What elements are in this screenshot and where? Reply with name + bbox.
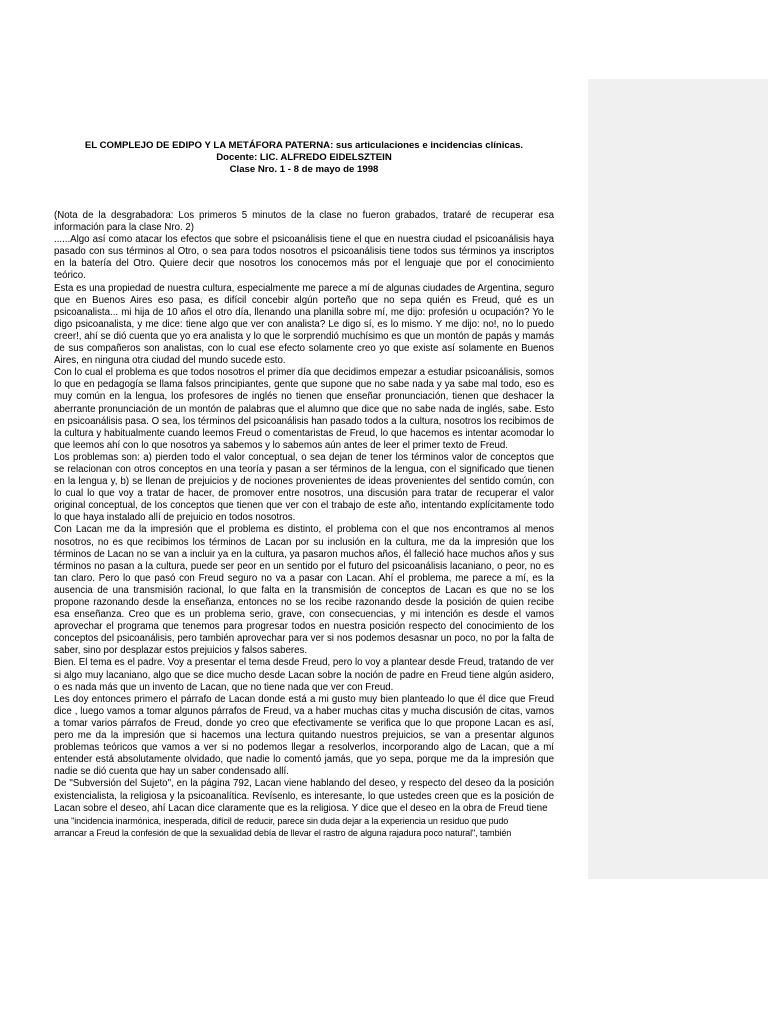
comment-margin-panel [588,79,768,879]
paragraph: De "Subversión del Sujeto", en la página 792, Lacan viene hablando del deseo, y respecto del deseo da la posición existencialista, la religiosa y la psicoanalítica. Revísenlo, es interesante, lo que ustedes creen que es la posición de Lacan sobre el deseo, ahí Lacan dice claramente que es la religiosa. Y dice que el deseo en la obra de Freud tiene [54,778,554,814]
paragraph: Con Lacan me da la impresión que el problema es distinto, el problema con el que nos encontramos al menos nosotros, no es que recibimos los términos de Lacan por su inclusión en la cultura, me da la impresión que los términos de Lacan no se van a incluir ya en la cultura, ya pasaron muchos años, él falleció hace muchos años y sus términos no pasan a la cultura, puede ser peor en un sentido por el futuro del psicoanálisis lacaniano, o peor, no es tan claro. Pero lo que pasó con Freud seguro no va a pasar con Lacan. Ahí el problema, me parece a mí, es la ausencia de una transmisión racional, lo que falta en la transmisión de conceptos de Lacan es que no se los propone razonando desde la enseñanza, entonces no se los recibe razonando desde la posición de quien recibe esa enseñanza. Creo que es un problema serio, grave, con consecuencias, y mi intención es desde el vamos aprovechar el programa que tenemos para progresar todos en nuestra posición respecto del conocimiento de los conceptos del psicoanálisis, pero también aprovechar para ver si nos podemos desasnar un poco, no por la falta de saber, sino por desplazar estos prejuicios y falsos saberes. [54,524,554,657]
paragraph: Con lo cual el problema es que todos nosotros el primer día que decidimos empezar a estudiar psicoanálisis, somos lo que en pedagogía se llama falsos principiantes, gente que supone que no sabe nada y ya sabe mal todo, eso es muy común en la lengua, los profesores de inglés no tienen que enseñar pronunciación, tienen que deshacer la aberrante pronunciación de un montón de palabras que el alumno que dice que no sabe nada de inglés, sabe. Esto en psicoanálisis pasa. O sea, los términos del psicoanálisis han pasado todos a la cultura, nosotros los recibimos de la cultura y habitualmente cuando leemos Freud o comentaristas de Freud, lo que hacemos es intentar acomodar lo que leemos ahí con lo que nosotros ya sabemos y lo sabemos aún antes de leer el primer texto de Freud. [54,367,554,451]
document-body [54,210,554,839]
document-teacher: Docente: LIC. ALFREDO EIDELSZTEIN [216,152,392,163]
document-class-date: Clase Nro. 1 - 8 de mayo de 1998 [229,164,379,175]
document-title: EL COMPLEJO DE EDIPO Y LA METÁFORA PATERNA: sus articulaciones e incidencias clínicas. [84,140,524,151]
quote-line: una "incidencia inarmónica, inesperada, difícil de reducir, parece sin duda dejar a la experiencia un residuo que pudo [54,815,509,826]
paragraph: (Nota de la desgrabadora: Los primeros 5 minutos de la clase no fueron grabados, trataré de recuperar esa información para la clase Nro. 2) [54,210,554,234]
paragraph: Los problemas son: a) pierden todo el valor conceptual, o sea dejan de tener los términos valor de conceptos que se relacionan con otros conceptos en una teoría y pasan a ser términos de la lengua, con el significado que tienen en la lengua y, b) se llenan de prejuicios y de nociones provenientes de ideas provenientes del sentido común, con lo cual lo que voy a tratar de hacer, de promover entre nosotros, una discusión para tratar de recuperar el valor original conceptual, de los conceptos que tienen que ver con el trabajo de este año, intentando explícitamente todo lo que haya instalado allí de prejuicio en todos nosotros. [54,451,554,524]
document-page [54,140,554,839]
paragraph: Bien. El tema es el padre. Voy a presentar el tema desde Freud, pero lo voy a plantear desde Freud, tratando de ver si algo muy lacaniano, algo que se dice mucho desde Lacan sobre la noción de padre en Freud tiene algún asidero, o es nada más que un invento de Lacan, que no tiene nada que ver con Freud. [54,657,554,693]
paragraph: Esta es una propiedad de nuestra cultura, especialmente me parece a mí de algunas ciudades de Argentina, seguro que en Buenos Aires eso pasa, es difícil concebir algún porteño que no sepa quién es Freud, qué es un psicoanalista... mi hija de 10 años el otro día, llenando una planilla sobre mí, me dijo: profesión u ocupación? Yo le digo psicoanalista, y me dice: tiene algo que ver con analista? Le digo sí, es lo mismo. Y me dijo: no!, no lo puedo creer!, ahí se dió cuenta que yo era analista y lo que le sorprendió muchísimo es que un montón de papás y mamás de sus compañeros son analistas, con lo cual ese efecto solamente creo yo que existe así solamente en Buenos Aires, en ninguna otra ciudad del mundo sucede esto. [54,282,554,367]
paragraph: Les doy entonces primero el párrafo de Lacan donde está a mi gusto muy bien planteado lo que él dice que Freud dice , luego vamos a tomar algunos párrafos de Freud, va a haber muchas citas y mucha discusión de citas, vamos a tomar varios párrafos de Freud, donde yo creo que efectivamente se verifica que lo que propone Lacan es así, pero me da la impresión que si hacemos una lectura quitando nuestros prejuicios, se van a presentar algunos problemas teóricos que vamos a ver si no podemos llegar a resolverlos, incorporando algo de Lacan, que a mí entender está absolutamente olvidado, que nadie lo comentó jamás, que yo sepa, porque me da la impresión que nadie se dió cuenta que hay un saber condensado allí. [54,693,554,778]
paragraph: ......Algo así como atacar los efectos que sobre el psicoanálisis tiene el que en nuestra ciudad el psicoanálisis haya pasado con sus términos al Otro, o sea para todos nosotros el psicoanálisis tiene todos sus términos ya inscriptos en la batería del Otro. Quiere decir que nosotros los conocemos más por el lenguaje que por el conocimiento teórico. [54,234,554,282]
quote-line: arrancar a Freud la confesión de que la sexualidad debía de llevar el rastro de alguna rajadura poco natural", también [54,827,512,838]
